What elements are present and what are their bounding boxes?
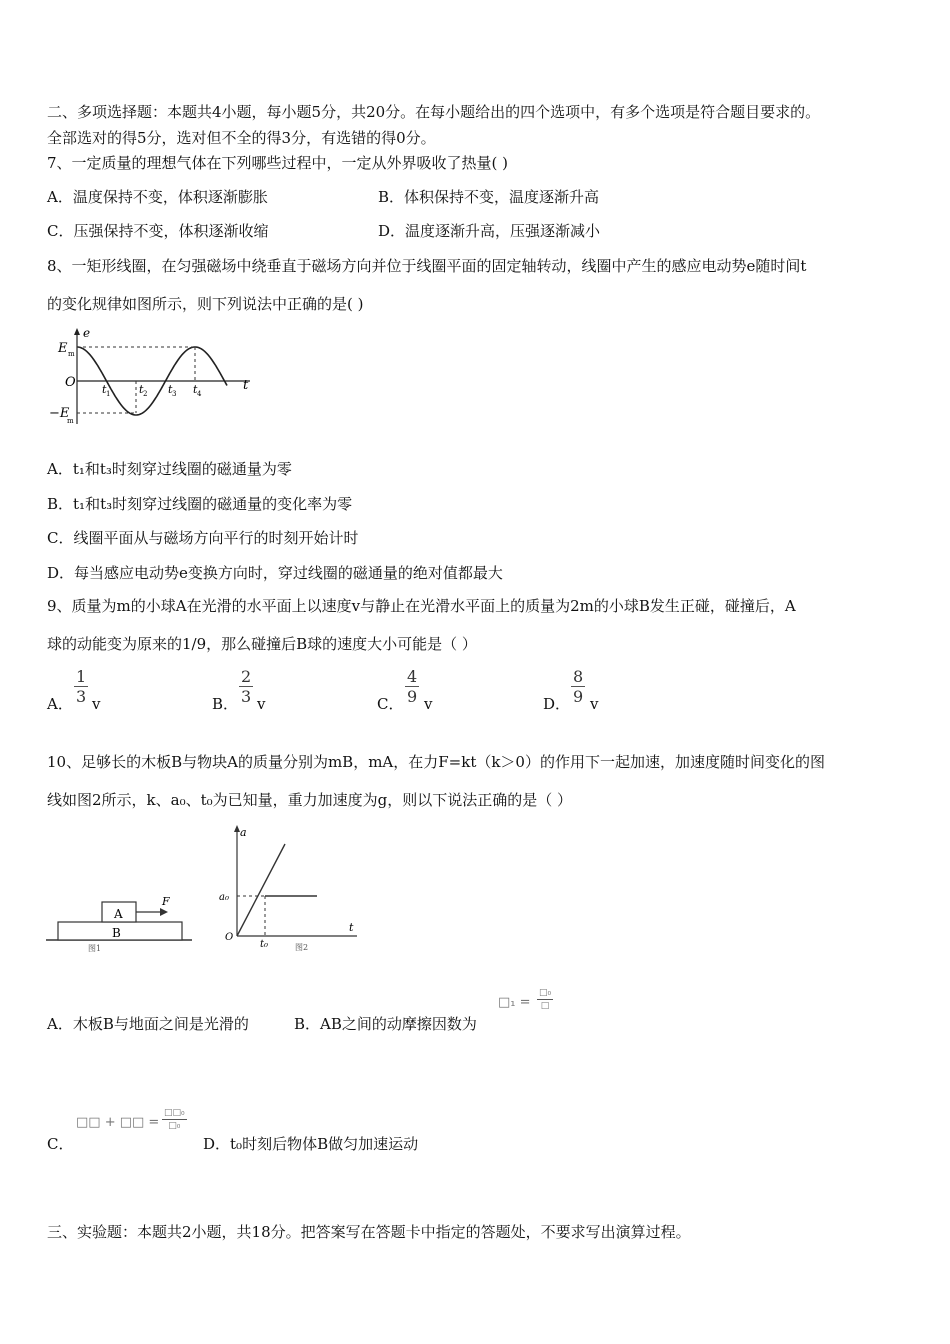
q8-t4-sub: 4: [197, 390, 202, 398]
q10-b-formula-numerator: □₀: [539, 988, 552, 998]
q10-option-b: B．AB之间的动摩擦因数为: [294, 1015, 477, 1033]
q9-b-numerator: 2: [241, 667, 252, 686]
q8-emf-graph: [45, 326, 260, 431]
q9-c-numerator: 4: [407, 667, 418, 686]
q9-option-b-label: B．: [212, 695, 239, 713]
q8-option-a: A．t₁和t₃时刻穿过线圈的磁通量为零: [47, 460, 292, 478]
q9-option-a-fraction: [74, 667, 88, 706]
q10-figure2: [215, 822, 365, 955]
section2-line1: 二、多项选择题：本题共4小题，每小题5分，共20分。在每小题给出的四个选项中，有多个选项是符合题目要求的。: [47, 103, 821, 121]
q8-em-sub: m: [68, 350, 75, 358]
q10-option-b-formula-left: □₁ =: [498, 995, 531, 1010]
q8-option-b: B．t₁和t₃时刻穿过线圈的磁通量的变化率为零: [47, 495, 353, 513]
q7-option-b: B．体积保持不变，温度逐渐升高: [378, 188, 600, 206]
q10-fig2-caption: 图2: [295, 943, 309, 952]
q9-b-denominator: 3: [241, 687, 252, 706]
q7-option-a: A．温度保持不变，体积逐渐膨胀: [47, 188, 268, 206]
q8-t-axis-label: t: [243, 378, 249, 393]
section2-line2: 全部选对的得5分，选对但不全的得3分，有选错的得0分。: [47, 129, 436, 147]
q8-option-c: C．线圈平面从与磁场方向平行的时刻开始计时: [47, 529, 359, 547]
q9-option-c-unit: v: [424, 695, 433, 713]
q9-c-denominator: 9: [407, 687, 418, 706]
q9-a-numerator: 1: [76, 667, 87, 686]
q10-option-c-formula-left: □□ + □□ =: [76, 1115, 160, 1130]
q8-t2-sub: 2: [143, 390, 148, 398]
q9-a-denominator: 3: [76, 687, 87, 706]
q10-fig2-t0-label: t₀: [260, 939, 269, 950]
q10-fig2-origin-label: O: [225, 932, 234, 943]
q10-c-formula-denominator: □₀: [168, 1121, 181, 1131]
q8-em-label: E: [58, 341, 68, 356]
q9-option-c-label: C．: [377, 695, 404, 713]
q8-option-d: D．每当感应电动势e变换方向时，穿过线圈的磁通量的绝对值都最大: [47, 564, 503, 582]
q9-option-a-unit: v: [92, 695, 101, 713]
q8-t1-label: t: [102, 383, 107, 396]
q8-neg-em-label: −E: [49, 406, 70, 421]
q10-figure1: [44, 890, 194, 955]
q8-t2-label: t: [139, 383, 144, 396]
q8-e-axis-label: e: [83, 326, 91, 340]
q7-stem: 7、一定质量的理想气体在下列哪些过程中，一定从外界吸收了热量( ): [47, 154, 509, 172]
q8-t3-sub: 3: [172, 390, 177, 398]
q10-option-c-label: C．: [47, 1135, 74, 1153]
q8-neg-em-sub: m: [67, 417, 74, 425]
q10-c-formula-numerator: □□₀: [164, 1108, 185, 1118]
q9-option-b-fraction: [239, 667, 253, 706]
q10-fig2-t-axis-label: t: [349, 921, 354, 934]
q10-option-d: D．t₀时刻后物体B做匀加速运动: [203, 1135, 419, 1153]
q10-fig2-a-axis-label: a: [240, 826, 247, 839]
section3-line1: 三、实验题：本题共2小题，共18分。把答案写在答题卡中指定的答题处，不要求写出演算过程。: [47, 1223, 691, 1241]
q10-fig1-force-label: F: [162, 895, 170, 908]
q10-option-a: A．木板B与地面之间是光滑的: [47, 1015, 249, 1033]
q9-option-d-unit: v: [590, 695, 599, 713]
q9-option-d-fraction: [571, 667, 585, 706]
q10-fig1-board-b-label: B: [112, 926, 121, 940]
q9-d-denominator: 9: [573, 687, 584, 706]
q8-origin-label: O: [65, 375, 76, 390]
q8-stem-line2: 的变化规律如图所示，则下列说法中正确的是( ): [47, 295, 364, 313]
q9-option-d-label: D．: [543, 695, 571, 713]
q10-fig1-caption: 图1: [88, 944, 102, 953]
q10-option-c-formula-fraction: [162, 1107, 187, 1132]
q10-option-b-formula-fraction: [537, 987, 553, 1012]
q10-stem-line1: 10、足够长的木板B与物块A的质量分别为mB，mA，在力F=kt（k＞0）的作用下一起加速，加速度随时间变化的图: [47, 753, 825, 771]
q9-stem-line2: 球的动能变为原来的1/9，那么碰撞后B球的速度大小可能是（ ）: [47, 635, 477, 653]
q8-t3-label: t: [168, 383, 173, 396]
q10-b-formula-denominator: □: [540, 1001, 550, 1011]
q8-t1-sub: 1: [106, 390, 111, 398]
q7-option-d: D．温度逐渐升高，压强逐渐减小: [378, 222, 601, 240]
q8-t4-label: t: [193, 383, 198, 396]
q10-fig1-block-a-label: A: [114, 907, 123, 921]
q8-stem-line1: 8、一矩形线圈，在匀强磁场中绕垂直于磁场方向并位于线圈平面的固定轴转动，线圈中产生的感应电动势e随时间t: [47, 257, 807, 275]
q9-option-a-label: A．: [47, 695, 73, 713]
q10-stem-line2: 线如图2所示，k、a₀、t₀为已知量，重力加速度为g，则以下说法正确的是（ ）: [47, 791, 573, 809]
q9-d-numerator: 8: [573, 667, 584, 686]
q9-option-c-fraction: [405, 667, 419, 706]
q9-option-b-unit: v: [257, 695, 266, 713]
q9-stem-line1: 9、质量为m的小球A在光滑的水平面上以速度v与静止在光滑水平面上的质量为2m的小球B发生正碰，碰撞后，A: [47, 597, 796, 615]
q10-fig2-a0-label: a₀: [219, 892, 229, 903]
q7-option-c: C．压强保持不变，体积逐渐收缩: [47, 222, 269, 240]
